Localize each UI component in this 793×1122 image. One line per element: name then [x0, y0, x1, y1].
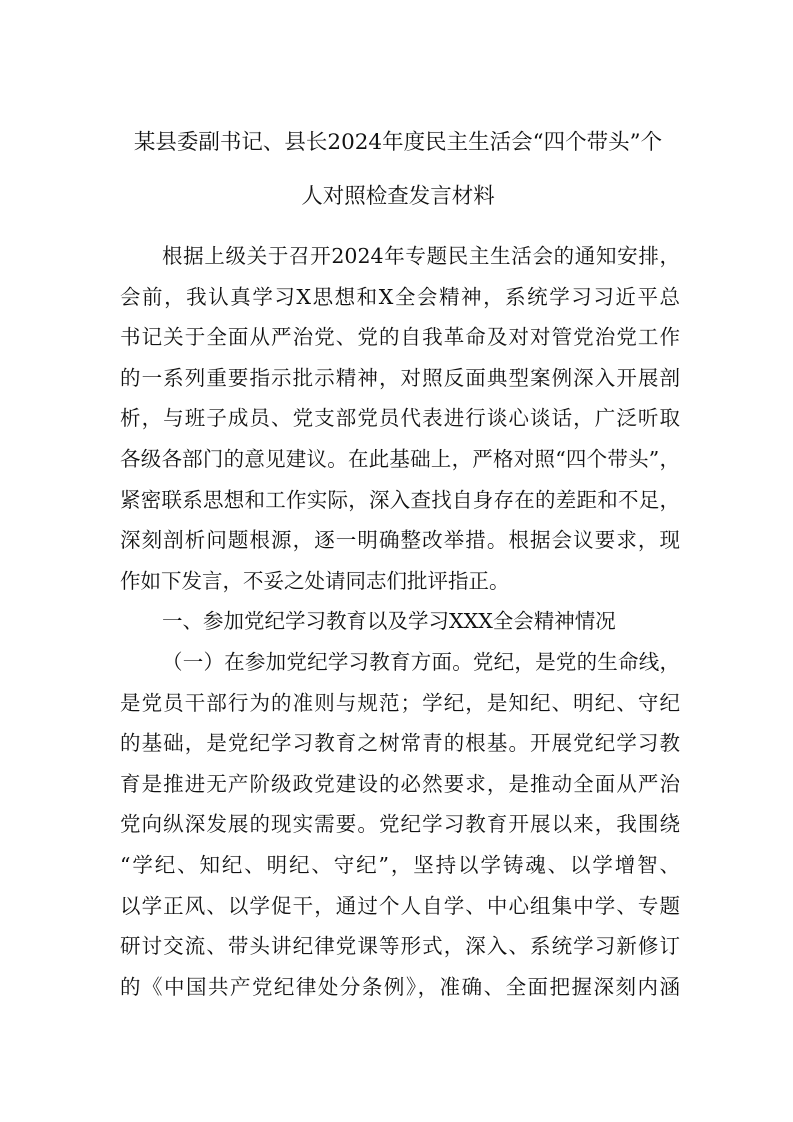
title-line-1: 某县委副书记、县长2024年度民主生活会“四个带头”个: [133, 130, 663, 155]
paragraph-line: 以学正风、以学促干，通过个人自学、中心组集中学、专题: [120, 893, 680, 918]
section-heading: 一、参加党纪学习教育以及学习XXX全会精神情况: [162, 609, 616, 634]
paragraph-line: 的一系列重要指示批示精神，对照反面典型案例深入开展剖: [120, 365, 680, 390]
paragraph-line: 书记关于全面从严治党、党的自我革命及对对管党治党工作: [120, 325, 680, 350]
paragraph-line: 各级各部门的意见建议。在此基础上，严格对照“四个带头”，: [120, 446, 680, 471]
paragraph-line: 的《中国共产党纪律处分条例》，准确、全面把握深刻内涵: [120, 974, 680, 999]
paragraph-line: 根据上级关于召开2024年专题民主生活会的通知安排，: [162, 244, 680, 268]
paragraph-line: “学纪、知纪、明纪、守纪”，坚持以学铸魂、以学增智、: [120, 852, 680, 877]
paragraph-line: 作如下发言，不妥之处请同志们批评指正。: [120, 568, 510, 593]
paragraph-line: 会前，我认真学习X思想和X全会精神，系统学习习近平总: [120, 284, 680, 309]
paragraph-line: 的基础，是党纪学习教育之树常青的根基。开展党纪学习教: [120, 731, 680, 756]
document-body: [120, 236, 680, 1007]
paragraph-line: 是党员干部行为的准则与规范；学纪，是知纪、明纪、守纪: [120, 690, 680, 715]
paragraph-line: 党向纵深发展的现实需要。党纪学习教育开展以来，我围绕: [120, 812, 680, 837]
title-line-2: 人对照检查发言材料: [301, 184, 495, 209]
paragraph-line: 紧密联系思想和工作实际，深入查找自身存在的差距和不足，: [120, 487, 680, 512]
document-title: [118, 116, 678, 224]
paragraph-line: 育是推进无产阶级政党建设的必然要求，是推动全面从严治: [120, 771, 680, 796]
paragraph-line: 深刻剖析问题根源，逐一明确整改举措。根据会议要求，现: [120, 528, 680, 553]
paragraph-line: 研讨交流、带头讲纪律党课等形式，深入、系统学习新修订: [120, 934, 680, 959]
paragraph-line: 析，与班子成员、党支部党员代表进行谈心谈话，广泛听取: [120, 406, 680, 431]
paragraph-line: （一）在参加党纪学习教育方面。党纪，是党的生命线，: [162, 649, 680, 674]
